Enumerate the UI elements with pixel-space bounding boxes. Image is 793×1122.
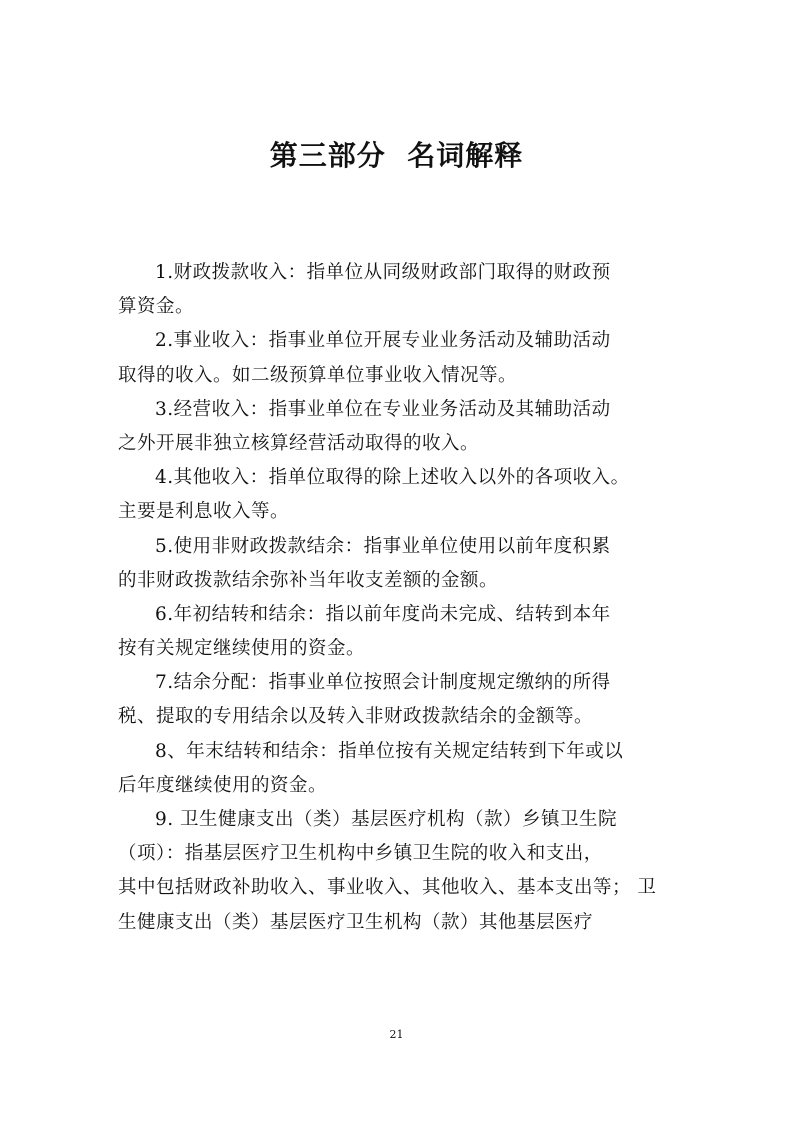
- paragraph-line: 后年度继续使用的资金。: [118, 774, 328, 796]
- page-number: 21: [389, 1028, 404, 1041]
- paragraph-line: 9. 卫生健康支出（类）基层医疗机构（款）乡镇卫生院: [155, 809, 618, 830]
- body-text: [118, 256, 678, 940]
- paragraph-line: 取得的收入。如二级预算单位事业收入情况等。: [118, 364, 518, 386]
- page-title: 第三部分 名词解释: [269, 139, 524, 172]
- paragraph-line: 主要是利息收入等。: [118, 501, 290, 523]
- paragraph-line: 6.年初结转和结余：指以前年度尚未完成、结转到本年: [155, 603, 611, 625]
- paragraph-line: 5.使用非财政拨款结余：指事业单位使用以前年度积累: [155, 535, 611, 557]
- paragraph-line: 之外开展非独立核算经营活动取得的收入。: [118, 432, 480, 454]
- paragraph-line: 7.结余分配：指事业单位按照会计制度规定缴纳的所得: [155, 672, 611, 694]
- paragraph-line: 2.事业收入：指事业单位开展专业业务活动及辅助活动: [155, 330, 611, 352]
- paragraph-line: 生健康支出（类）基层医疗卫生机构（款）其他基层医疗: [118, 911, 594, 933]
- paragraph-line: 的非财政拨款结余弥补当年收支差额的金额。: [118, 569, 499, 591]
- paragraph-line: 税、提取的专用结余以及转入非财政拨款结余的金额等。: [118, 706, 594, 728]
- paragraph-line: 3.经营收入：指事业单位在专业业务活动及其辅助活动: [155, 398, 611, 420]
- paragraph-line: （项）：指基层医疗卫生机构中乡镇卫生院的收入和支出，: [118, 843, 603, 865]
- paragraph-line: 4.其他收入：指单位取得的除上述收入以外的各项收入。: [155, 467, 630, 489]
- paragraph-line: 按有关规定继续使用的资金。: [118, 638, 366, 660]
- paragraph-line: 1.财政拨款收入：指单位从同级财政部门取得的财政预: [155, 262, 611, 283]
- paragraph-line: 其中包括财政补助收入、事业收入、其他收入、基本支出等； 卫: [118, 877, 657, 899]
- paragraph-line: 算资金。: [118, 296, 195, 318]
- paragraph-line: 8、年末结转和结余：指单位按有关规定结转到下年或以: [155, 740, 624, 762]
